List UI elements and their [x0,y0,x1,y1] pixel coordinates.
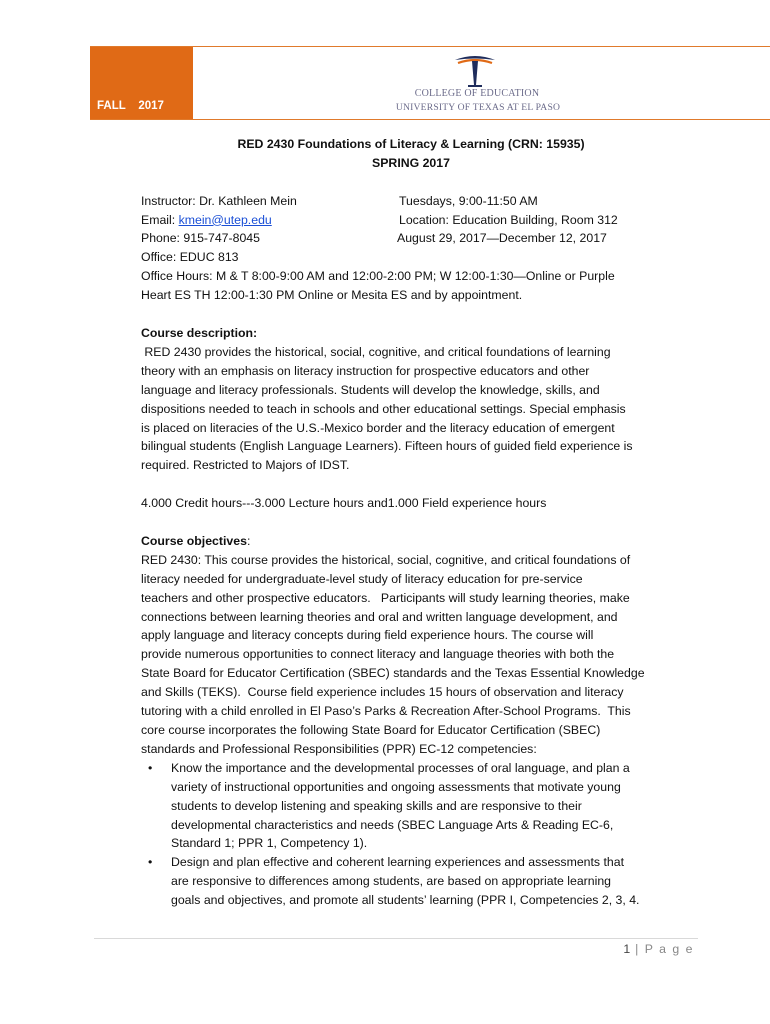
bullet-line: Know the importance and the developmental processes of oral language, and plan a [171,760,630,775]
objectives-line: standards and Professional Responsibilities (PPR) EC-12 competencies: [141,741,537,756]
term-label: FALL 2017 [97,100,164,112]
phone-number: Phone: 915-747-8045 [141,231,260,246]
bullet-line: developmental characteristics and needs (SBEC Language Arts & Reading EC-6, [171,817,614,832]
objectives-line: apply language and literacy concepts during field experience hours. The course will [141,628,594,643]
description-heading: Course description: [141,325,258,340]
email-label: Email: [141,212,176,227]
page-number: 1 [623,942,631,956]
description-line: required. Restricted to Majors of IDST. [141,458,350,473]
bullet-line: goals and objectives, and promote all students’ learning (PPR I, Competencies 2, 3, 4. [171,893,640,908]
credit-hours: 4.000 Credit hours---3.000 Lecture hours and1.000 Field experience hours [141,496,547,511]
objectives-line: connections between learning theories and oral and written language development, and [141,609,618,624]
office: Office: EDUC 813 [141,250,239,265]
bullet-icon: • [148,760,153,775]
description-line: RED 2430 provides the historical, social, cognitive, and critical foundations of learning [141,344,611,359]
description-line: language and literacy professionals. Students will develop the knowledge, skills, and [141,382,600,397]
page-separator: | [630,942,645,956]
objectives-line: and Skills (TEKS). Course field experience includes 15 hours of observation and literacy [141,685,624,700]
objectives-line: tutoring with a child enrolled in El Paso’s Parks & Recreation After-School Programs. This [141,704,631,719]
objectives-line: teachers and other prospective educators. Participants will study learning theories, make [141,590,630,605]
description-line: dispositions needed to teach in schools and other educational settings. Special emphasis [141,401,626,416]
office-hours-line-1: Office Hours: M & T 8:00-9:00 AM and 12:00-2:00 PM; W 12:00-1:30—Online or Purple [141,269,615,284]
objectives-text [141,551,701,759]
objectives-line: State Board for Educator Certification (SBEC) standards and the Texas Essential Knowledge [141,666,645,681]
email-link[interactable]: kmein@utep.edu [178,212,272,227]
description-line: is placed on literacies of the U.S.-Mexico border and the literacy education of emergent [141,420,615,435]
objectives-line: literacy needed for undergraduate-level study of literacy education for pre-service [141,571,583,586]
document-header [90,46,770,120]
description-text [141,343,701,475]
bullet-icon: • [148,855,153,870]
objectives-line: provide numerous opportunities to connect literacy and language theories with both the [141,647,615,662]
footer-divider [94,938,698,939]
utep-torch-logo-icon [452,54,498,88]
bullet-line: Design and plan effective and coherent learning experiences and assessments that [171,855,624,870]
objective-bullet-item [141,853,701,910]
bullet-line: are responsive to differences among students, are based on appropriate learning [171,874,612,889]
objectives-bullet-list [141,759,701,910]
objectives-heading-line [141,532,701,551]
description-line: theory with an emphasis on literacy instruction for prospective educators and other [141,363,590,378]
bullet-line: Standard 1; PPR 1, Competency 1). [171,836,368,851]
objective-bullet-item [141,759,701,854]
instructor-name: Instructor: Dr. Kathleen Mein [141,193,297,208]
class-schedule: Tuesdays, 9:00-11:50 AM [399,193,538,208]
college-name: COLLEGE OF EDUCATION [414,88,540,99]
page-footer [623,942,694,956]
objectives-colon: : [246,533,251,548]
page-word: P a g e [644,942,694,956]
office-hours-line-2: Heart ES TH 12:00-1:30 PM Online or Mesita ES and by appointment. [141,288,523,303]
document-body [141,135,701,910]
term-banner [90,47,193,119]
class-location: Location: Education Building, Room 312 [399,212,618,227]
course-title: RED 2430 Foundations of Literacy & Learning (CRN: 15935) [237,137,585,151]
objectives-line: core course incorporates the following State Board for Educator Certification (SBEC) [141,722,601,737]
description-line: bilingual students (English Language Learners). Fifteen hours of guided field experience is [141,439,633,454]
bullet-line: variety of instructional opportunities and ongoing assessments that motivate young [171,779,621,794]
course-dates: August 29, 2017—December 12, 2017 [397,231,607,246]
course-semester: SPRING 2017 [372,155,450,170]
phone-row [141,229,701,248]
bullet-line: students to develop listening and speaking skills and are responsive to their [171,798,582,813]
instructor-row [141,192,701,211]
email-row [141,211,701,230]
objectives-heading: Course objectives [141,533,247,548]
university-name: UNIVERSITY OF TEXAS AT EL PASO [395,102,561,113]
objectives-line: RED 2430: This course provides the historical, social, cognitive, and critical foundations of [141,552,631,567]
